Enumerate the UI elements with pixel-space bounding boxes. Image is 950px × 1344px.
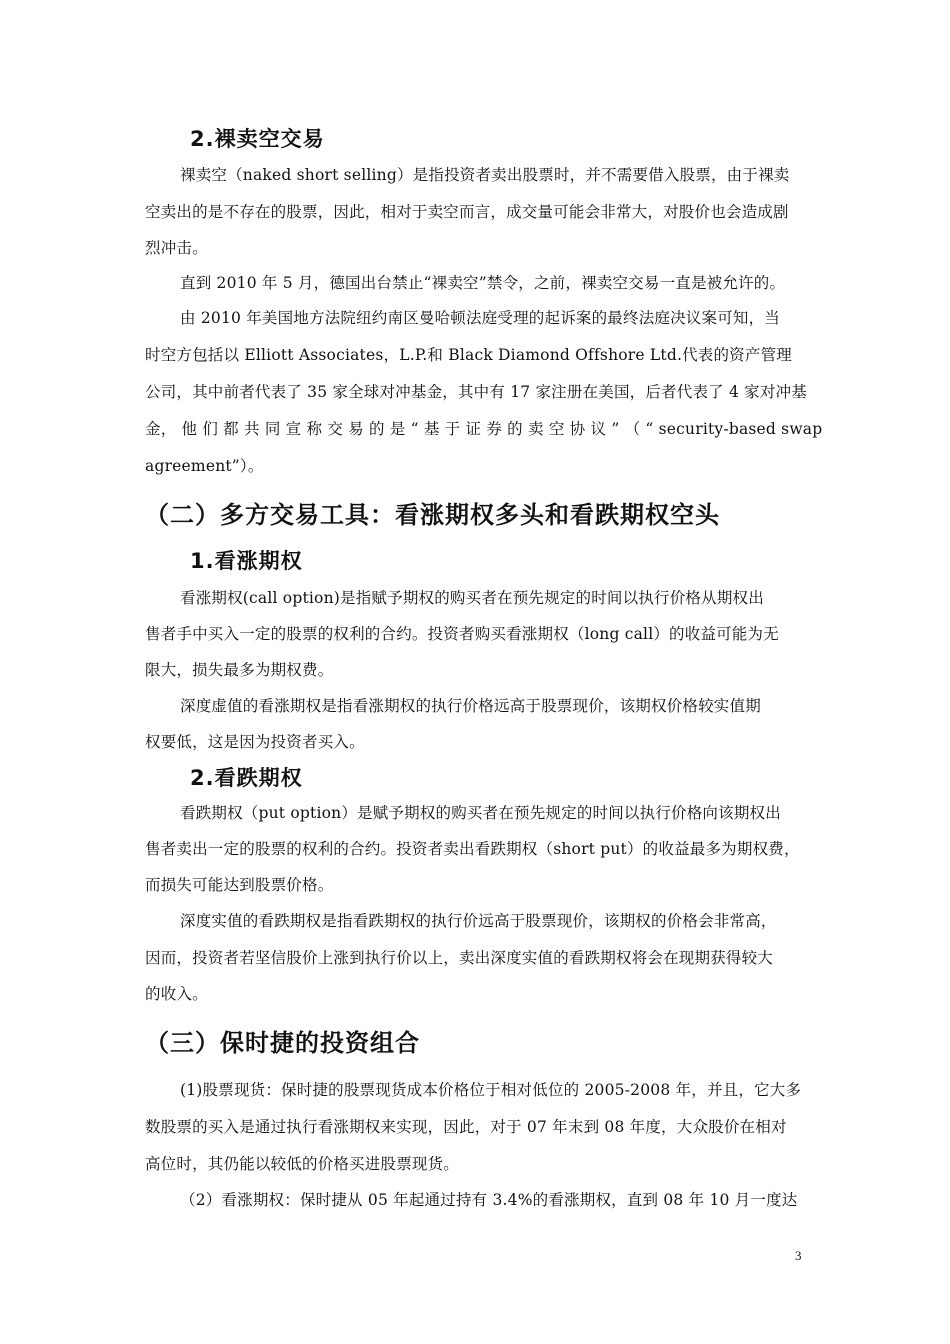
- section-heading-naked-short: 2.裸卖空交易: [190, 127, 325, 151]
- paragraph-line: 因而，投资者若坚信股价上涨到执行价以上，卖出深度实值的看跌期权将会在现期获得较大: [145, 949, 774, 967]
- section-heading-bull-tools: （二）多方交易工具：看涨期权多头和看跌期权空头: [145, 501, 720, 529]
- paragraph-line: 金， 他 们 都 共 同 宣 称 交 易 的 是 “ 基 于 证 券 的 卖 空 协 议 ” （ “ security-based swap: [145, 420, 823, 438]
- section-heading-portfolio: （三）保时捷的投资组合: [145, 1029, 420, 1057]
- paragraph-line: 数股票的买入是通过执行看涨期权来实现，因此，对于 07 年末到 08 年度，大众股价在相对: [145, 1118, 787, 1136]
- paragraph-line: 时空方包括以 Elliott Associates，L.P.和 Black Diamond Offshore Ltd.代表的资产管理: [145, 346, 792, 364]
- paragraph-line: 烈冲击。: [145, 239, 208, 257]
- paragraph-line: 裸卖空（naked short selling）是指投资者卖出股票时，并不需要借入股票，由于裸卖: [180, 166, 790, 184]
- paragraph-line: 直到 2010 年 5 月，德国出台禁止“裸卖空”禁令，之前，裸卖空交易一直是被允许的。: [180, 274, 786, 292]
- paragraph-line: 限大，损失最多为期权费。: [145, 661, 334, 679]
- paragraph-line: 高位时，其仍能以较低的价格买进股票现货。: [145, 1155, 460, 1173]
- paragraph-line: 看涨期权(call option)是指赋予期权的购买者在预先规定的时间以执行价格从期权出: [180, 589, 764, 607]
- paragraph-line: agreement”）。: [145, 457, 264, 475]
- paragraph-line: 空卖出的是不存在的股票，因此，相对于卖空而言，成交量可能会非常大，对股价也会造成剧: [145, 203, 789, 221]
- paragraph-line: 看跌期权（put option）是赋予期权的购买者在预先规定的时间以执行价格向该期权出: [180, 804, 781, 822]
- paragraph-line: 公司，其中前者代表了 35 家全球对冲基金，其中有 17 家注册在美国，后者代表了 4 家对冲基: [145, 383, 807, 401]
- page-number: 3: [795, 1248, 802, 1263]
- paragraph-line: 售者卖出一定的股票的权利的合约。投资者卖出看跌期权（short put）的收益最多为期权费，: [145, 840, 800, 858]
- paragraph-line: 售者手中买入一定的股票的权利的合约。投资者购买看涨期权（long call）的收益可能为无: [145, 625, 779, 643]
- paragraph-line: 而损失可能达到股票价格。: [145, 876, 334, 894]
- paragraph-line: (1)股票现货：保时捷的股票现货成本价格位于相对低位的 2005-2008 年，并且，它大多: [180, 1081, 802, 1099]
- paragraph-line: 深度实值的看跌期权是指看跌期权的执行价远高于股票现价，该期权的价格会非常高，: [180, 912, 777, 930]
- paragraph-line: 深度虚值的看涨期权是指看涨期权的执行价格远高于股票现价，该期权价格较实值期: [180, 697, 761, 715]
- paragraph-line: 的收入。: [145, 985, 208, 1003]
- subsection-heading-put-option: 2.看跌期权: [190, 766, 303, 790]
- subsection-heading-call-option: 1.看涨期权: [190, 549, 303, 573]
- paragraph-line: （2）看涨期权：保时捷从 05 年起通过持有 3.4%的看涨期权，直到 08 年 10 月一度达: [180, 1191, 798, 1209]
- paragraph-line: 权要低，这是因为投资者买入。: [145, 733, 365, 751]
- paragraph-line: 由 2010 年美国地方法院纽约南区曼哈顿法庭受理的起诉案的最终法庭决议案可知，当: [180, 309, 781, 327]
